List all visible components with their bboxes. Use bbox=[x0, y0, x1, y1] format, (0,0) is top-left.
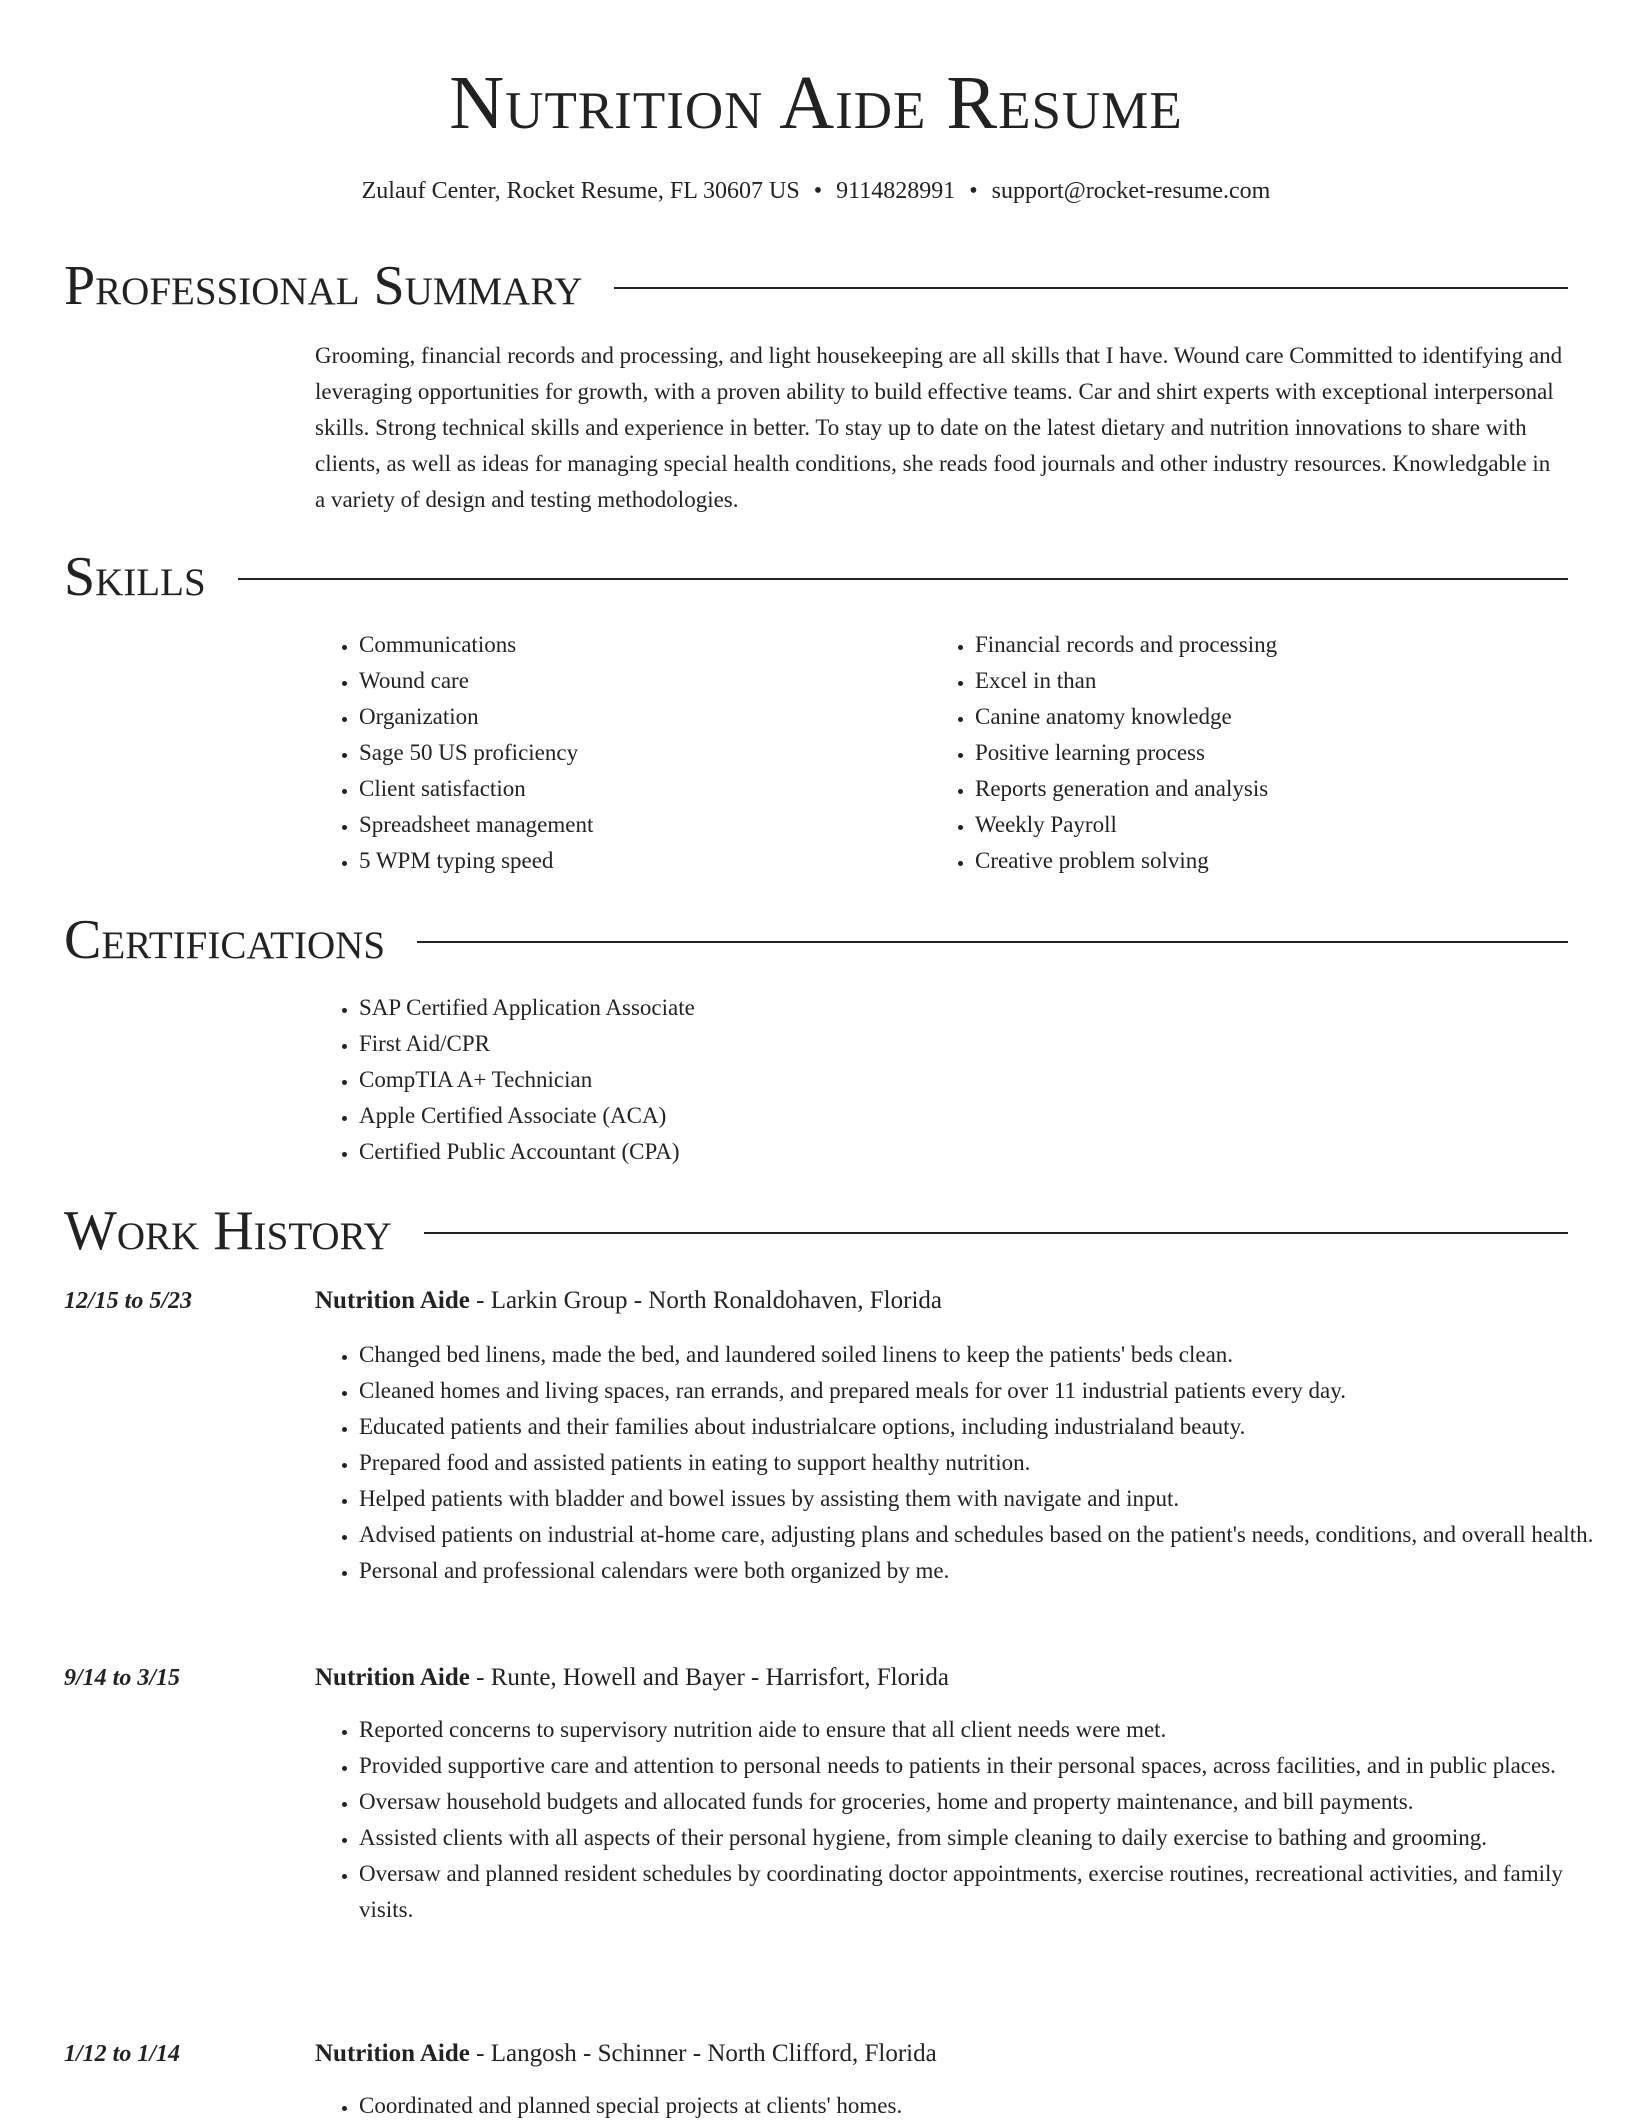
job-bullet: • Educated patients and their families about industrialcare options, including industrialand beauty. bbox=[359, 1409, 1609, 1445]
skills-heading: Skills bbox=[64, 546, 206, 608]
skill-item: • Financial records and processing bbox=[975, 627, 1561, 663]
skill-item: • Reports generation and analysis bbox=[975, 771, 1561, 807]
section-divider bbox=[238, 578, 1568, 580]
job-bullets bbox=[315, 2088, 1609, 2124]
job-dates: 9/14 to 3/15 bbox=[64, 1665, 181, 1691]
certifications-section-header bbox=[64, 908, 1568, 972]
job-bullet: • Assisted clients with all aspects of their personal hygiene, from simple cleaning to daily exercise to bathing and grooming. bbox=[359, 1820, 1609, 1856]
contact-address: Zulauf Center, Rocket Resume, FL 30607 US bbox=[361, 178, 800, 204]
job-header bbox=[315, 1660, 949, 1696]
job-bullets bbox=[315, 1712, 1609, 1928]
skills-column-right bbox=[931, 627, 1561, 879]
job-bullet: • Advised patients on industrial at-home care, adjusting plans and schedules based on the patient's needs, conditions, and overall health. bbox=[359, 1517, 1609, 1553]
job-bullet: • Reported concerns to supervisory nutrition aide to ensure that all client needs were met. bbox=[359, 1712, 1609, 1748]
skill-item: • Organization bbox=[359, 699, 915, 735]
job-header bbox=[315, 1283, 942, 1319]
skills-section-header bbox=[64, 545, 1568, 609]
job-details: - Runte, Howell and Bayer - Harrisfort, Florida bbox=[469, 1664, 949, 1691]
job-bullet: • Oversaw household budgets and allocated funds for groceries, home and property maintenance, and bill payments. bbox=[359, 1784, 1609, 1820]
summary-section-header bbox=[64, 254, 1568, 318]
contact-line bbox=[0, 174, 1632, 208]
skill-item: • Wound care bbox=[359, 663, 915, 699]
skills-column-left bbox=[315, 627, 915, 879]
job-bullet: • Cleaned homes and living spaces, ran errands, and prepared meals for over 11 industrial patients every day. bbox=[359, 1373, 1609, 1409]
job-bullet: • Coordinated and planned special projects at clients' homes. bbox=[359, 2088, 1609, 2124]
skill-item: • Client satisfaction bbox=[359, 771, 915, 807]
skill-item: • Weekly Payroll bbox=[975, 807, 1561, 843]
job-bullets bbox=[315, 1337, 1609, 1589]
job-details: - Langosh - Schinner - North Clifford, Florida bbox=[469, 2040, 937, 2067]
certification-item: • SAP Certified Application Associate bbox=[359, 990, 1215, 1026]
certifications-list bbox=[315, 990, 1215, 1170]
job-bullet: • Personal and professional calendars were both organized by me. bbox=[359, 1553, 1609, 1589]
job-bullet: • Prepared food and assisted patients in eating to support healthy nutrition. bbox=[359, 1445, 1609, 1481]
skill-item: • 5 WPM typing speed bbox=[359, 843, 915, 879]
work-history-heading: Work History bbox=[64, 1200, 392, 1262]
contact-email: support@rocket-resume.com bbox=[991, 178, 1271, 204]
certifications-heading: Certifications bbox=[64, 909, 386, 971]
skill-item: • Communications bbox=[359, 627, 915, 663]
job-bullet: • Changed bed linens, made the bed, and laundered soiled linens to keep the patients' beds clean. bbox=[359, 1337, 1609, 1373]
skill-item: • Creative problem solving bbox=[975, 843, 1561, 879]
section-divider bbox=[417, 941, 1568, 943]
job-details: - Larkin Group - North Ronaldohaven, Florida bbox=[469, 1287, 942, 1314]
certification-item: • First Aid/CPR bbox=[359, 1026, 1215, 1062]
job-dates: 12/15 to 5/23 bbox=[64, 1288, 193, 1314]
section-divider bbox=[614, 287, 1568, 289]
job-dates: 1/12 to 1/14 bbox=[64, 2041, 181, 2067]
section-divider bbox=[424, 1232, 1568, 1234]
certification-item: • CompTIA A+ Technician bbox=[359, 1062, 1215, 1098]
certification-item: • Certified Public Accountant (CPA) bbox=[359, 1134, 1215, 1170]
skill-item: • Spreadsheet management bbox=[359, 807, 915, 843]
job-header bbox=[315, 2036, 937, 2072]
skill-item: • Positive learning process bbox=[975, 735, 1561, 771]
job-bullet: • Helped patients with bladder and bowel issues by assisting them with navigate and input. bbox=[359, 1481, 1609, 1517]
summary-text: Grooming, financial records and processing, and light housekeeping are all skills that I have. Wound care Committed to identifying and leveraging opportunities for growth, with a proven ability to build effective teams. Car and shirt experts with exceptional interpersonal skills. Strong technical skills and experience in better. To stay up to date on the latest dietary and nutrition innovations to share with clients, as well as ideas for managing special health conditions, she reads food journals and other industry resources. Knowledgable in a variety of design and testing methodologies. bbox=[315, 343, 1563, 512]
certification-item: • Apple Certified Associate (ACA) bbox=[359, 1098, 1215, 1134]
contact-phone: 9114828991 bbox=[836, 178, 956, 204]
contact-separator: • bbox=[813, 178, 823, 204]
job-title: Nutrition Aide bbox=[315, 1664, 470, 1691]
skill-item: • Excel in than bbox=[975, 663, 1561, 699]
skill-item: • Sage 50 US proficiency bbox=[359, 735, 915, 771]
summary-heading: Professional Summary bbox=[64, 255, 583, 317]
job-title: Nutrition Aide bbox=[315, 2040, 470, 2067]
skill-item: • Canine anatomy knowledge bbox=[975, 699, 1561, 735]
job-title: Nutrition Aide bbox=[315, 1287, 470, 1314]
work-history-section-header bbox=[64, 1199, 1568, 1263]
job-bullet: • Provided supportive care and attention to personal needs to patients in their personal spaces, across facilities, and in public places. bbox=[359, 1748, 1609, 1784]
contact-separator: • bbox=[969, 178, 978, 204]
job-bullet: • Oversaw and planned resident schedules by coordinating doctor appointments, exercise routines, recreational activities, and family visits. bbox=[359, 1856, 1609, 1928]
resume-title: Nutrition Aide Resume bbox=[449, 61, 1183, 145]
